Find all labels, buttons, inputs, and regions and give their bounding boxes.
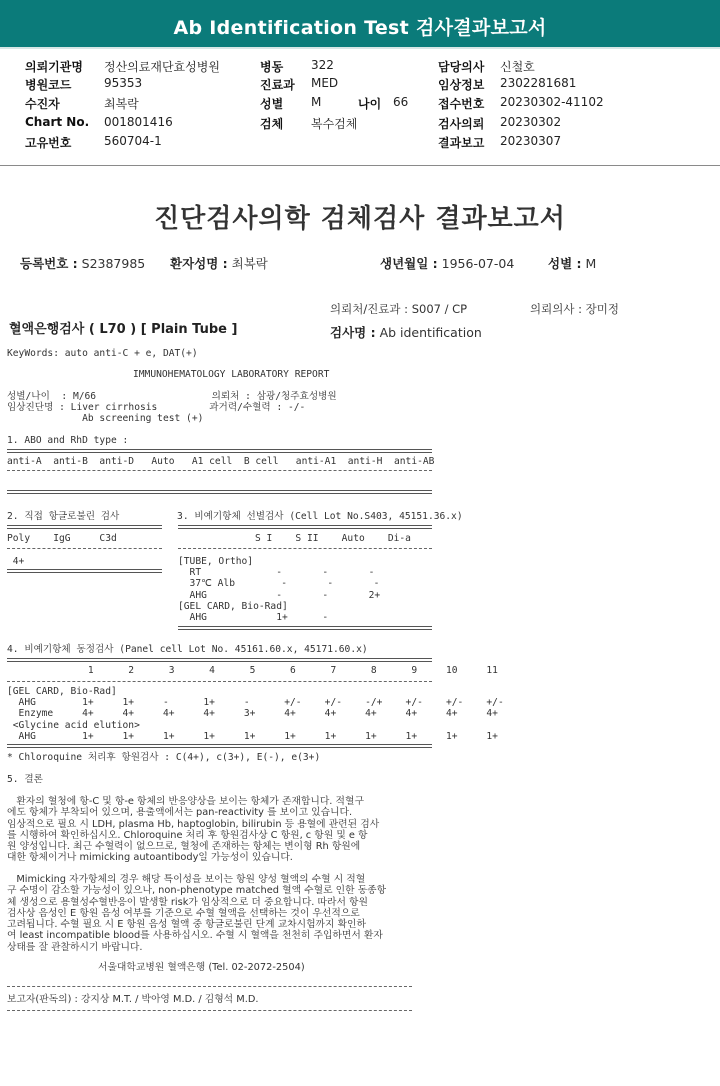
info-line-1: 성별/나이 : M/66 의뢰처 : 삼광/청주효성병원	[7, 391, 337, 402]
receipt-no-value: 20230302-41102	[500, 95, 604, 109]
sex-label: 성별	[260, 97, 284, 111]
banner-title: Ab Identification Test 검사결과보고서	[173, 17, 547, 39]
conclusion-paragraph-1: 환자의 혈청에 항-C 및 항-e 항체의 반응양상을 보이는 항체가 존재합니다. 적혈구 에도 항체가 부착되어 있으며, 용출액에서는 pan-reactivity 를 보이고 있습니다. 임상적으로 필요 시 LDH, plasma Hb, haptoglobin, bilirubin 등 용혈에 관련된 검사 를 시행하여 확인하십시오. Chloroquine 처리 후 항원검사상 C 항원, c 항원 및 e 항 원 양성입니다. 최근 수혈력이 없으므로, 혈청에 존재하는 항체는 변이형 Rh 항원에 대한 항체이거나 mimicking autoantibody일 가능성이 있습니다.	[7, 796, 380, 864]
department-value: MED	[311, 76, 339, 90]
abo-header: anti-A anti-B anti-D Auto A1 cell B cell anti-A1 anti-H anti-AB	[7, 456, 435, 467]
hospital-code-value: 95353	[104, 76, 143, 90]
abo-header-rule	[7, 470, 432, 471]
specimen-label: 검체	[260, 117, 284, 131]
exam-name: 검사명 : Ab identification	[330, 325, 482, 340]
abo-bottom-rule	[7, 490, 432, 494]
requesting-doctor: 의뢰의사 : 장미정	[530, 302, 619, 316]
clinical-info-label: 임상정보	[438, 78, 485, 92]
dat-header: Poly IgG C3d	[7, 533, 117, 544]
report-date-label: 결과보고	[438, 136, 485, 150]
dat-value: 4+	[7, 556, 25, 567]
chloroquine-result: * Chloroquine 처리후 항원검사 : C(4+), c(3+), E(-), e(3+)	[7, 752, 321, 763]
info-line-3: Ab screening test (+)	[7, 413, 204, 424]
screen-header-rule	[178, 548, 432, 549]
signature-bottom-rule	[7, 1010, 412, 1011]
ward-label: 병동	[260, 60, 284, 74]
hospital-code-label: 병원코드	[25, 78, 72, 92]
keywords: KeyWords: auto anti-C + e, DAT(+)	[7, 348, 198, 359]
patient-header	[0, 50, 720, 165]
signature-top-rule	[7, 986, 412, 987]
requesting-dept: 의뢰처/진료과 : S007 / CP	[330, 302, 468, 316]
screen-top-rule	[178, 525, 432, 529]
dat-screen-title: 2. 직접 항글로불린 검사 3. 비예기항체 선별검사 (Cell Lot No.S403, 45151.36.x)	[7, 511, 463, 522]
age-label: 나이	[358, 97, 382, 111]
panel-top-rule	[7, 658, 432, 662]
scanned-report	[0, 170, 720, 1086]
panel-rows: [GEL CARD, Bio-Rad] AHG 1+ 1+ - 1+ - +/- +/- -/+ +/- +/- +/- Enzyme 4+ 4+ 4+ 4+ 3+ 4+ 4+ 4+ 4+ 4+ 4+ <Glycine acid elution> AHG 1+ 1+ 1+ 1+ 1+ 1+ 1+ 1+ 1+ 1+ 1+	[7, 686, 504, 742]
ward-value: 322	[311, 58, 334, 72]
dat-header-rule	[7, 548, 162, 549]
unique-no-value: 560704-1	[104, 134, 162, 148]
report-banner	[0, 0, 720, 49]
receipt-no-label: 접수번호	[438, 97, 485, 111]
patient-value: 최복락	[104, 97, 139, 111]
blood-bank-contact: 서울대학교병원 혈액은행 (Tel. 02-2072-2504)	[98, 962, 305, 973]
chart-no-label: Chart No.	[25, 115, 90, 129]
conclusion-title: 5. 결론	[7, 774, 43, 785]
panel-header-rule	[7, 681, 432, 682]
screen-bottom-rule	[178, 626, 432, 630]
chart-no-value: 001801416	[104, 115, 173, 129]
dat-bottom-rule	[7, 569, 162, 573]
request-date-label: 검사의뢰	[438, 117, 485, 131]
age-value: 66	[393, 95, 409, 109]
registration-no: 등록번호 : S2387985	[20, 256, 146, 271]
unique-no-label: 고유번호	[25, 136, 72, 150]
birth-date: 생년월일 : 1956-07-04	[380, 256, 515, 271]
panel-header: 1 2 3 4 5 6 7 8 9 10 11	[7, 665, 498, 676]
abo-title: 1. ABO and RhD type :	[7, 435, 129, 446]
panel-title: 4. 비예기항체 동정검사 (Panel cell Lot No. 45161.60.x, 45171.60.x)	[7, 644, 368, 655]
dat-top-rule	[7, 525, 162, 529]
sex-value: M	[311, 95, 322, 109]
report-title: 진단검사의학 검체검사 결과보고서	[154, 204, 566, 234]
abo-top-rule	[7, 449, 432, 453]
lab-report-title: IMMUNOHEMATOLOGY LABORATORY REPORT	[133, 369, 330, 380]
request-date-value: 20230302	[500, 115, 562, 129]
screen-header: S I S II Auto Di-a	[255, 533, 411, 544]
panel-bottom-rule	[7, 744, 432, 748]
specimen-value: 복수검체	[311, 117, 358, 131]
institution-label: 의뢰기관명	[25, 60, 83, 74]
patient-label: 수진자	[25, 97, 60, 111]
patient-name: 환자성명 : 최복락	[170, 256, 268, 271]
report-date-value: 20230307	[500, 134, 562, 148]
header-divider	[0, 165, 720, 166]
department-label: 진료과	[260, 78, 295, 92]
conclusion-paragraph-2: Mimicking 자가항체의 경우 해당 특이성을 보이는 항원 양성 혈액의 수혈 시 적혈 구 수명이 감소할 가능성이 있으나, non-phenotype matched 혈액 수혈로 인한 동종항 체 생성으로 용혈성수혈반응이 발생할 risk가 임상적으로 더 중요합니다. 따라서 항원 검사상 음성인 E 항원 음성 여부를 기준으로 수혈 혈액을 선택하는 것이 우선적으로 고려됩니다. 수혈 필요 시 E 항원 음성 혈액 중 항글로불린 단계 교차시험까지 확인하 여 least incompatible blood를 사용하십시오. 수혈 시 혈액을 천천히 주입하면서 환자 상태를 잘 관찰하시기 바랍니다.	[7, 874, 387, 953]
institution-value: 정산의료재단효성병원	[104, 60, 220, 74]
exam-title: 혈액은행검사 ( L70 ) [ Plain Tube ]	[9, 322, 238, 337]
screen-rows: [TUBE, Ortho] RT - - - 37℃ Alb - - - AHG - - 2+ [GEL CARD, Bio-Rad] AHG 1+ -	[178, 556, 381, 624]
doctor-label: 담당의사	[438, 60, 485, 74]
doctor-value: 신철호	[500, 60, 535, 74]
clinical-info-value: 2302281681	[500, 76, 577, 90]
report-sex: 성별 : M	[548, 256, 597, 271]
reporters: 보고자(판독의) : 강지상 M.T. / 박아영 M.D. / 김형석 M.D.	[7, 994, 259, 1005]
info-line-2: 임상진단명 : Liver cirrhosis 과거력/수혈력 : -/-	[7, 402, 306, 413]
